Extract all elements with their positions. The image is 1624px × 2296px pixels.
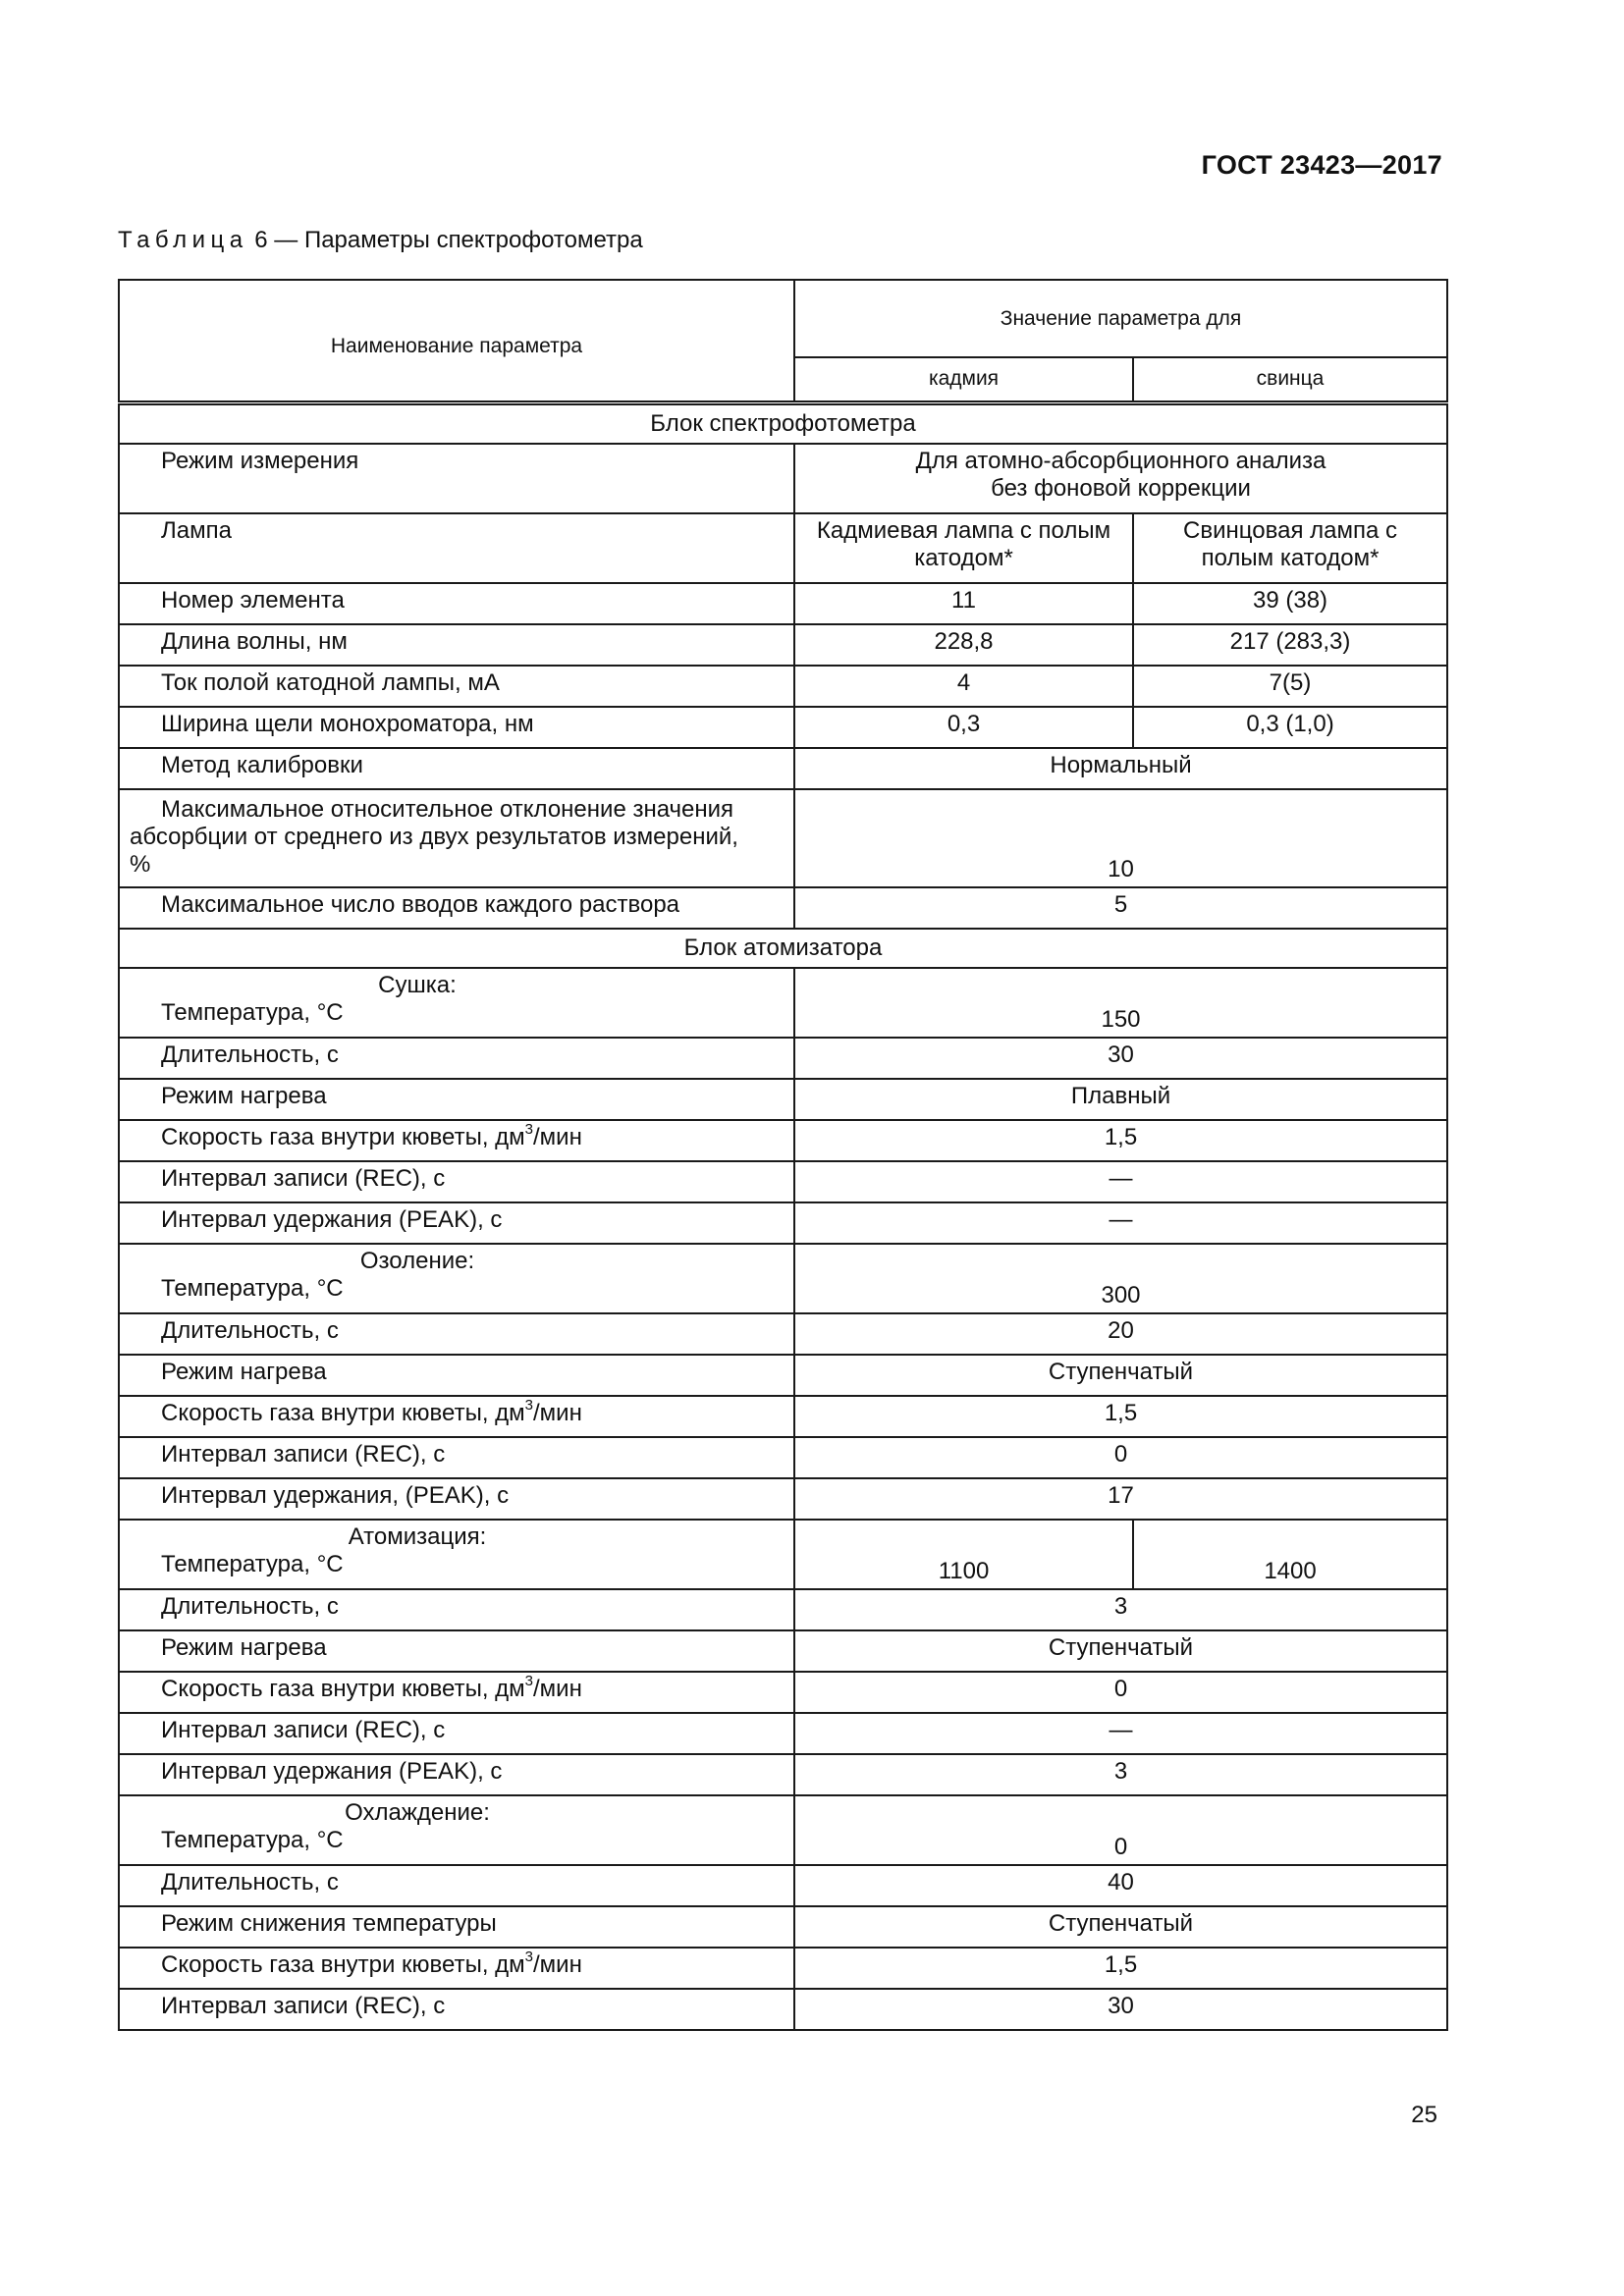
table-row: [119, 1989, 1447, 2030]
atomization-heating-label: Режим нагрева: [119, 1630, 794, 1672]
cooling-gas-text: Скорость газа внутри кюветы, дм: [161, 1950, 525, 1978]
element-cadmium: 11: [794, 583, 1133, 624]
slit-width-cadmium: 0,3: [794, 707, 1133, 748]
table-row: [119, 624, 1447, 666]
cooling-temperature-label: Температура, °С: [161, 1826, 344, 1853]
ashing-heating-value: Ступенчатый: [794, 1355, 1447, 1396]
ashing-rec-value: 0: [794, 1437, 1447, 1478]
calibration-label: Метод калибровки: [119, 748, 794, 789]
table-row: [119, 1038, 1447, 1079]
parameters-table: [118, 279, 1448, 2031]
mode-value-line1: Для атомно-абсорбционного анализа: [915, 447, 1326, 474]
table-row: [119, 1948, 1447, 1989]
table-row: [119, 968, 1447, 1038]
table-row: [119, 1520, 1447, 1589]
drying-peak-value: —: [794, 1202, 1447, 1244]
table-row: [119, 1355, 1447, 1396]
calibration-value: Нормальный: [794, 748, 1447, 789]
table-row: [119, 1313, 1447, 1355]
cooling-temperature-value: 0: [794, 1795, 1447, 1865]
cooling-gas-unit: /мин: [533, 1950, 582, 1978]
atomization-peak-value: 3: [794, 1754, 1447, 1795]
slit-width-label: Ширина щели монохроматора, нм: [119, 707, 794, 748]
ashing-temperature-label: Температура, °С: [161, 1274, 344, 1302]
table-row: [119, 1396, 1447, 1437]
atomization-peak-label: Интервал удержания (PEAK), с: [119, 1754, 794, 1795]
max-deviation-label: [119, 789, 794, 887]
caption-label: Таблица: [118, 227, 248, 253]
ashing-peak-label: Интервал удержания, (PEAK), с: [119, 1478, 794, 1520]
table-caption: [118, 227, 643, 254]
lamp-cadmium-line2: катодом*: [914, 544, 1013, 571]
lamp-cadmium-line1: Кадмиевая лампа с полым: [816, 516, 1111, 544]
max-injections-value: 5: [794, 887, 1447, 929]
element-label: Номер элемента: [119, 583, 794, 624]
cooling-rec-value: 30: [794, 1989, 1447, 2030]
drying-duration-label: Длительность, с: [119, 1038, 794, 1079]
max-deviation-line2: абсорбции от среднего из двух результатов измерений,: [130, 823, 738, 850]
table-row: [119, 1630, 1447, 1672]
table-row: [119, 1672, 1447, 1713]
drying-gas-unit: /мин: [533, 1123, 582, 1150]
lamp-lead: [1133, 513, 1447, 583]
cooling-mode-value: Ступенчатый: [794, 1906, 1447, 1948]
cooling-gas-value: 1,5: [794, 1948, 1447, 1989]
superscript: 3: [524, 1396, 534, 1414]
drying-gas-label: [119, 1120, 794, 1161]
drying-title: Сушка:: [378, 971, 457, 998]
cooling-title: Охлаждение:: [345, 1798, 490, 1826]
table-row: [119, 887, 1447, 929]
table-header-row: [119, 280, 1447, 357]
ashing-temperature-cell: [119, 1244, 794, 1313]
atomization-temperature-lead: 1400: [1133, 1520, 1447, 1589]
ashing-rec-label: Интервал записи (REC), с: [119, 1437, 794, 1478]
atomization-rec-label: Интервал записи (REC), с: [119, 1713, 794, 1754]
max-deviation-value: 10: [794, 789, 1447, 887]
lamp-cadmium: [794, 513, 1133, 583]
caption-text: 6 — Параметры спектрофотометра: [247, 227, 643, 253]
lamp-label: Лампа: [119, 513, 794, 583]
slit-width-lead: 0,3 (1,0): [1133, 707, 1447, 748]
atomization-gas-unit: /мин: [533, 1675, 582, 1702]
page-number: 25: [1411, 2102, 1437, 2128]
atomization-rec-value: —: [794, 1713, 1447, 1754]
table-row: [119, 1202, 1447, 1244]
drying-rec-label: Интервал записи (REC), с: [119, 1161, 794, 1202]
mode-label: Режим измерения: [119, 444, 794, 513]
header-lead: свинца: [1133, 357, 1447, 402]
atomization-gas-text: Скорость газа внутри кюветы, дм: [161, 1675, 525, 1702]
section-row: [119, 929, 1447, 968]
table-row: [119, 1120, 1447, 1161]
drying-heating-value: Плавный: [794, 1079, 1447, 1120]
standard-number: ГОСТ 23423—2017: [1201, 150, 1442, 180]
table-row: [119, 583, 1447, 624]
section-row: [119, 402, 1447, 444]
mode-value: [794, 444, 1447, 513]
cooling-rec-label: Интервал записи (REC), с: [119, 1989, 794, 2030]
section-spectrophotometer: Блок спектрофотометра: [119, 402, 1447, 444]
table-row: [119, 1754, 1447, 1795]
ashing-gas-unit: /мин: [533, 1399, 582, 1426]
atomization-title: Атомизация:: [348, 1522, 487, 1550]
wavelength-lead: 217 (283,3): [1133, 624, 1447, 666]
table-row: [119, 707, 1447, 748]
lamp-current-label: Ток полой катодной лампы, мА: [119, 666, 794, 707]
table-row: [119, 1079, 1447, 1120]
cooling-mode-label: Режим снижения температуры: [119, 1906, 794, 1948]
ashing-title: Озоление:: [359, 1247, 475, 1274]
cooling-temperature-cell: [119, 1795, 794, 1865]
ashing-gas-label: [119, 1396, 794, 1437]
lamp-current-cadmium: 4: [794, 666, 1133, 707]
atomization-temperature-cell: [119, 1520, 794, 1589]
wavelength-label: Длина волны, нм: [119, 624, 794, 666]
lamp-current-lead: 7(5): [1133, 666, 1447, 707]
table-row: [119, 1713, 1447, 1754]
table-row: [119, 1589, 1447, 1630]
cooling-gas-label: [119, 1948, 794, 1989]
section-atomizer: Блок атомизатора: [119, 929, 1447, 968]
lamp-lead-line2: полым катодом*: [1201, 544, 1380, 571]
drying-heating-label: Режим нагрева: [119, 1079, 794, 1120]
table-row: [119, 1795, 1447, 1865]
atomization-gas-value: 0: [794, 1672, 1447, 1713]
atomization-duration-label: Длительность, с: [119, 1589, 794, 1630]
drying-gas-value: 1,5: [794, 1120, 1447, 1161]
ashing-peak-value: 17: [794, 1478, 1447, 1520]
table-row: [119, 444, 1447, 513]
table-row: [119, 1478, 1447, 1520]
header-cadmium: кадмия: [794, 357, 1133, 402]
table-row: [119, 1865, 1447, 1906]
drying-temperature-value: 150: [794, 968, 1447, 1038]
ashing-duration-label: Длительность, с: [119, 1313, 794, 1355]
drying-temperature-cell: [119, 968, 794, 1038]
max-injections-label: Максимальное число вводов каждого раствора: [119, 887, 794, 929]
drying-duration-value: 30: [794, 1038, 1447, 1079]
max-deviation-line3: %: [130, 850, 151, 878]
wavelength-cadmium: 228,8: [794, 624, 1133, 666]
atomization-temperature-label: Температура, °С: [161, 1550, 344, 1577]
drying-peak-label: Интервал удержания (PEAK), с: [119, 1202, 794, 1244]
element-lead: 39 (38): [1133, 583, 1447, 624]
superscript: 3: [524, 1120, 534, 1138]
atomization-temperature-cadmium: 1100: [794, 1520, 1133, 1589]
cooling-duration-value: 40: [794, 1865, 1447, 1906]
table-row: [119, 513, 1447, 583]
ashing-temperature-value: 300: [794, 1244, 1447, 1313]
drying-gas-text: Скорость газа внутри кюветы, дм: [161, 1123, 525, 1150]
ashing-duration-value: 20: [794, 1313, 1447, 1355]
max-deviation-line1: Максимальное относительное отклонение значения: [161, 795, 734, 823]
mode-value-line2: без фоновой коррекции: [991, 474, 1251, 502]
ashing-gas-text: Скорость газа внутри кюветы, дм: [161, 1399, 525, 1426]
header-param-value: Значение параметра для: [794, 280, 1447, 357]
drying-rec-value: —: [794, 1161, 1447, 1202]
atomization-duration-value: 3: [794, 1589, 1447, 1630]
table-row: [119, 1906, 1447, 1948]
table-row: [119, 1437, 1447, 1478]
atomization-heating-value: Ступенчатый: [794, 1630, 1447, 1672]
header-param-name: Наименование параметра: [119, 280, 794, 402]
lamp-lead-line1: Свинцовая лампа с: [1183, 516, 1397, 544]
table-row: [119, 748, 1447, 789]
table-row: [119, 1161, 1447, 1202]
table-row: [119, 666, 1447, 707]
cooling-duration-label: Длительность, с: [119, 1865, 794, 1906]
table-row: [119, 1244, 1447, 1313]
ashing-heating-label: Режим нагрева: [119, 1355, 794, 1396]
table-row: [119, 789, 1447, 887]
superscript: 3: [524, 1948, 534, 1965]
ashing-gas-value: 1,5: [794, 1396, 1447, 1437]
superscript: 3: [524, 1672, 534, 1689]
atomization-gas-label: [119, 1672, 794, 1713]
drying-temperature-label: Температура, °С: [161, 998, 344, 1026]
